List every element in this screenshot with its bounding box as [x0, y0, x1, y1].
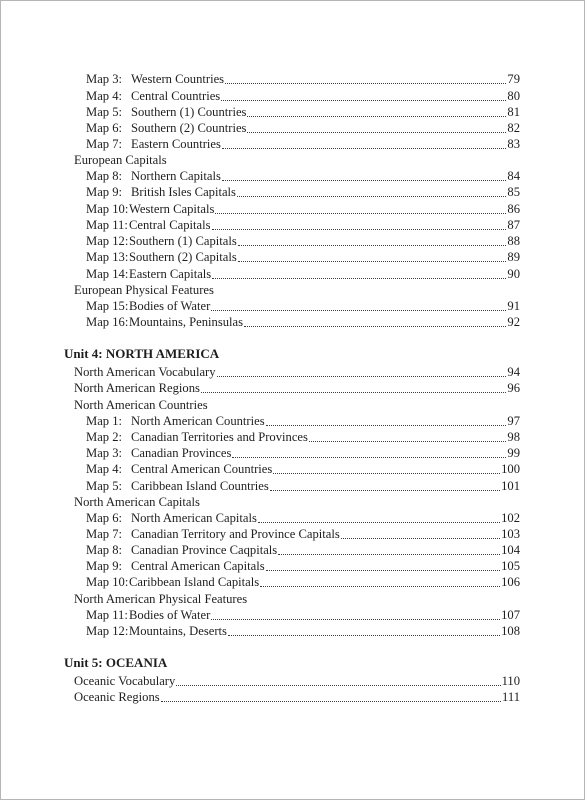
dot-leader — [258, 522, 500, 523]
map-number: Map 6: — [86, 511, 123, 525]
dot-leader — [266, 570, 501, 571]
page-number: 87 — [507, 218, 520, 232]
page-number: 99 — [507, 446, 520, 460]
dot-leader — [237, 196, 506, 197]
page-number: 110 — [501, 674, 520, 688]
page-number: 94 — [507, 365, 520, 379]
page-number: 98 — [507, 430, 520, 444]
entry-title: Bodies of Water — [129, 608, 211, 622]
toc-entry — [86, 168, 520, 184]
map-number: Map 11: — [86, 218, 128, 232]
page-number: 90 — [507, 267, 520, 281]
section-heading: North American Capitals — [74, 495, 200, 509]
map-number: Map 13: — [86, 250, 129, 264]
map-number: Map 12: — [86, 234, 129, 248]
dot-leader — [228, 635, 500, 636]
entry-title: Eastern Capitals — [129, 267, 212, 281]
toc-entry — [86, 71, 520, 87]
toc-entry — [86, 184, 520, 200]
entry-title: Southern (2) Countries — [131, 121, 247, 135]
dot-leader — [225, 83, 506, 84]
entry-title: Southern (2) Capitals — [129, 250, 237, 264]
page-number: 108 — [501, 624, 520, 638]
map-number: Map 9: — [86, 185, 123, 199]
dot-leader — [238, 261, 507, 262]
page-number: 107 — [501, 608, 520, 622]
map-number: Map 9: — [86, 559, 123, 573]
dot-leader — [273, 473, 500, 474]
map-number: Map 1: — [86, 414, 123, 428]
dot-leader — [221, 100, 506, 101]
page-number: 86 — [507, 202, 520, 216]
toc-entry — [86, 217, 520, 233]
dot-leader — [161, 701, 501, 702]
page-number: 84 — [507, 169, 520, 183]
entry-title: Canadian Provinces — [131, 446, 232, 460]
entry-title: North American Regions — [74, 381, 200, 395]
toc-entry — [86, 120, 520, 136]
toc-entry — [74, 673, 520, 689]
entry-title: North American Vocabulary — [74, 365, 216, 379]
entry-title: Central American Countries — [131, 462, 273, 476]
map-number: Map 11: — [86, 608, 128, 622]
toc-entry — [86, 574, 520, 590]
dot-leader — [232, 457, 506, 458]
page-number: 80 — [507, 89, 520, 103]
page-number: 83 — [507, 137, 520, 151]
section-heading: European Physical Features — [74, 283, 214, 297]
map-number: Map 8: — [86, 169, 123, 183]
map-number: Map 12: — [86, 624, 129, 638]
entry-title: Mountains, Peninsulas — [129, 315, 244, 329]
toc-entry — [86, 429, 520, 445]
map-number: Map 3: — [86, 72, 123, 86]
section-heading: North American Countries — [74, 398, 208, 412]
entry-title: Oceanic Regions — [74, 690, 160, 704]
map-number: Map 4: — [86, 462, 123, 476]
entry-title: Canadian Province Caqpitals — [131, 543, 278, 557]
toc-entry — [86, 298, 520, 314]
dot-leader — [211, 619, 500, 620]
page-number: 82 — [507, 121, 520, 135]
dot-leader — [215, 213, 506, 214]
toc-entry — [86, 413, 520, 429]
toc-entry — [86, 314, 520, 330]
map-number: Map 3: — [86, 446, 123, 460]
toc-entry — [74, 364, 520, 380]
entry-title: Southern (1) Capitals — [129, 234, 237, 248]
entry-title: Mountains, Deserts — [129, 624, 227, 638]
entry-title: Eastern Countries — [131, 137, 221, 151]
dot-leader — [309, 441, 507, 442]
map-number: Map 6: — [86, 121, 123, 135]
toc-entry — [86, 542, 520, 558]
map-number: Map 2: — [86, 430, 123, 444]
page-number: 92 — [507, 315, 520, 329]
toc-entry — [86, 558, 520, 574]
page-number: 102 — [501, 511, 520, 525]
toc-entry — [86, 526, 520, 542]
map-number: Map 10: — [86, 202, 129, 216]
page-number: 103 — [501, 527, 520, 541]
entry-title: Central Countries — [131, 89, 221, 103]
toc-entry — [74, 380, 520, 396]
map-number: Map 14: — [86, 267, 129, 281]
entry-title: Bodies of Water — [129, 299, 211, 313]
dot-leader — [212, 229, 507, 230]
toc-entry — [86, 445, 520, 461]
map-number: Map 10: — [86, 575, 129, 589]
entry-title: Caribbean Island Countries — [131, 479, 269, 493]
page-number: 85 — [507, 185, 520, 199]
page-number: 106 — [501, 575, 520, 589]
dot-leader — [217, 376, 507, 377]
toc-entry — [86, 266, 520, 282]
toc-entry — [86, 201, 520, 217]
dot-leader — [341, 538, 500, 539]
dot-leader — [260, 586, 500, 587]
section-heading: European Capitals — [74, 153, 167, 167]
page-number: 91 — [507, 299, 520, 313]
toc-entry — [86, 249, 520, 265]
map-number: Map 5: — [86, 479, 123, 493]
dot-leader — [176, 685, 500, 686]
page-number: 101 — [501, 479, 520, 493]
dot-leader — [222, 148, 507, 149]
dot-leader — [211, 310, 506, 311]
entry-title: Caribbean Island Capitals — [129, 575, 260, 589]
map-number: Map 5: — [86, 105, 123, 119]
page-number: 104 — [501, 543, 520, 557]
entry-title: Central American Capitals — [131, 559, 265, 573]
dot-leader — [201, 392, 506, 393]
map-number: Map 8: — [86, 543, 123, 557]
dot-leader — [266, 425, 507, 426]
entry-title: British Isles Capitals — [131, 185, 236, 199]
page-number: 100 — [501, 462, 520, 476]
map-number: Map 7: — [86, 137, 123, 151]
page-number: 97 — [507, 414, 520, 428]
map-number: Map 16: — [86, 315, 129, 329]
map-number: Map 15: — [86, 299, 129, 313]
entry-title: Southern (1) Countries — [131, 105, 247, 119]
page-number: 79 — [507, 72, 520, 86]
toc-entry — [86, 510, 520, 526]
page-number: 89 — [507, 250, 520, 264]
page-number: 88 — [507, 234, 520, 248]
entry-title: Western Countries — [131, 72, 225, 86]
unit-title: Unit 4: NORTH AMERICA — [64, 346, 220, 361]
toc-entry — [86, 623, 520, 639]
page-number: 96 — [507, 381, 520, 395]
unit-title: Unit 5: OCEANIA — [64, 655, 168, 670]
entry-title: Oceanic Vocabulary — [74, 674, 176, 688]
page-number: 105 — [501, 559, 520, 573]
entry-title: Canadian Territory and Province Capitals — [131, 527, 340, 541]
toc-entry — [86, 607, 520, 623]
dot-leader — [244, 326, 506, 327]
dot-leader — [247, 132, 506, 133]
entry-title: Northern Capitals — [131, 169, 221, 183]
toc-entry — [86, 136, 520, 152]
page-number: 81 — [507, 105, 520, 119]
toc-entry — [86, 88, 520, 104]
toc-entry — [86, 233, 520, 249]
dot-leader — [238, 245, 507, 246]
page-number: 111 — [502, 690, 520, 704]
dot-leader — [222, 180, 507, 181]
entry-title: Canadian Territories and Provinces — [131, 430, 308, 444]
dot-leader — [212, 278, 506, 279]
toc-entry — [86, 104, 520, 120]
map-number: Map 7: — [86, 527, 123, 541]
toc-entry — [86, 478, 520, 494]
entry-title: Western Capitals — [129, 202, 215, 216]
dot-leader — [278, 554, 500, 555]
entry-title: North American Countries — [131, 414, 265, 428]
toc-entry — [86, 461, 520, 477]
entry-title: Central Capitals — [129, 218, 211, 232]
section-heading: North American Physical Features — [74, 592, 248, 606]
entry-title: North American Capitals — [131, 511, 257, 525]
dot-leader — [247, 116, 506, 117]
map-number: Map 4: — [86, 89, 123, 103]
dot-leader — [270, 490, 500, 491]
toc-entry — [74, 689, 520, 705]
